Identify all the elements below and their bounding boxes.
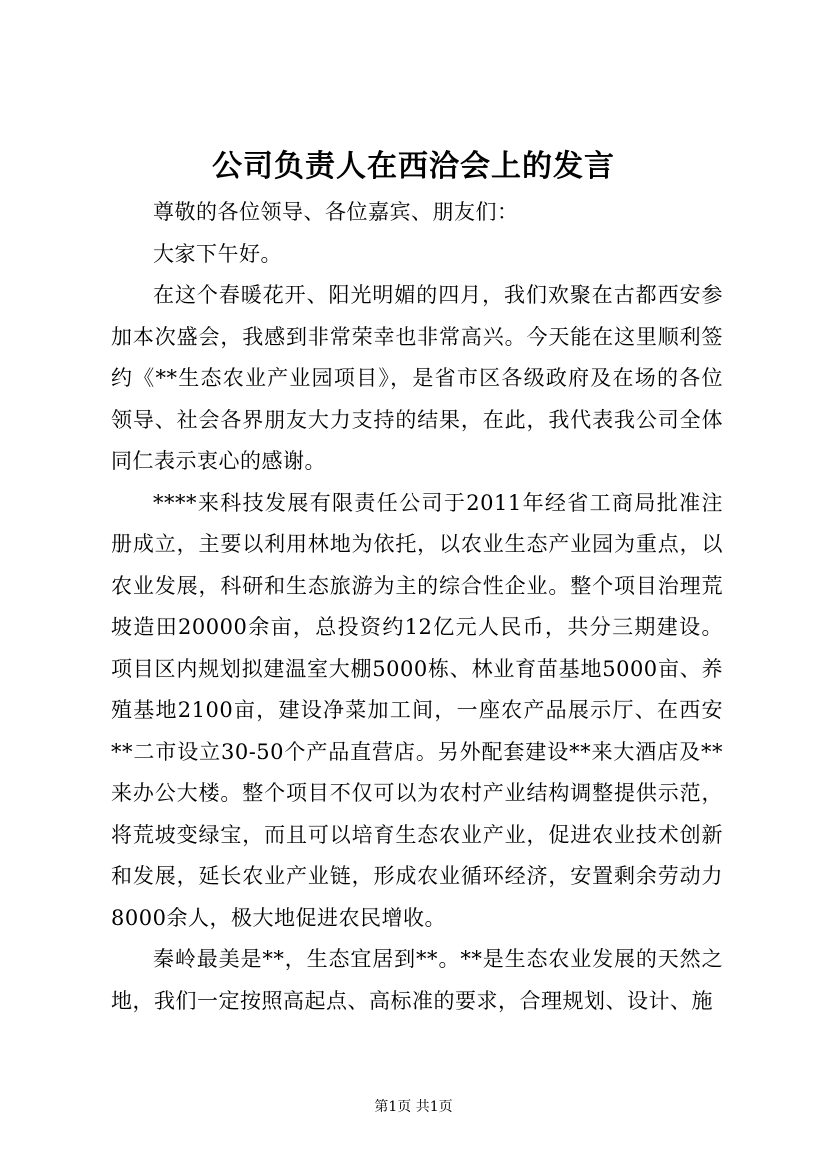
page-footer: 第1页 共1页 (374, 1099, 453, 1115)
paragraph-salutation: 尊敬的各位领导、各位嘉宾、朋友们： (153, 200, 519, 224)
paragraph-opening: 在这个春暖花开、阳光明媚的四月，我们欢聚在古都西安参加本次盛会，我感到非常荣幸也非常高兴。今天能在这里顺利签约《**生态农业产业园项目》，是省市区各级政府及在场的各位领导、社会各界朋友大力支持的结果，在此，我代表我公司全体同仁表示衷心的感谢。 (111, 283, 723, 473)
document-body (111, 192, 723, 1022)
paragraph-qinling: 秦岭最美是**，生态宜居到**。**是生态农业发展的天然之地，我们一定按照高起点、高标准的要求，合理规划、设计、施 (111, 947, 723, 1013)
paragraph-greeting: 大家下午好。 (153, 241, 282, 266)
paragraph-company-intro: ****来科技发展有限责任公司于2011年经省工商局批准注册成立，主要以利用林地为依托，以农业生态产业园为重点，以农业发展，科研和生态旅游为主的综合性企业。整个项目治理荒坡造田20000余亩，总投资约12亿元人民币，共分三期建设。项目区内规划拟建温室大棚5000栋、林业育苗基地5000亩、养殖基地2100亩，建设净菜加工间，一座农产品展示厅、在西安**二市设立30-50个产品直营店。另外配套建设**来大酒店及**来办公大楼。整个项目不仅可以为农村产业结构调整提供示范，将荒坡变绿宝，而且可以培育生态农业产业，促进农业技术创新和发展，延长农业产业链，形成农业循环经济，安置剩余劳动力8000余人，极大地促进农民增收。 (111, 490, 723, 930)
document-title: 公司负责人在西洽会上的发言 (212, 149, 615, 184)
